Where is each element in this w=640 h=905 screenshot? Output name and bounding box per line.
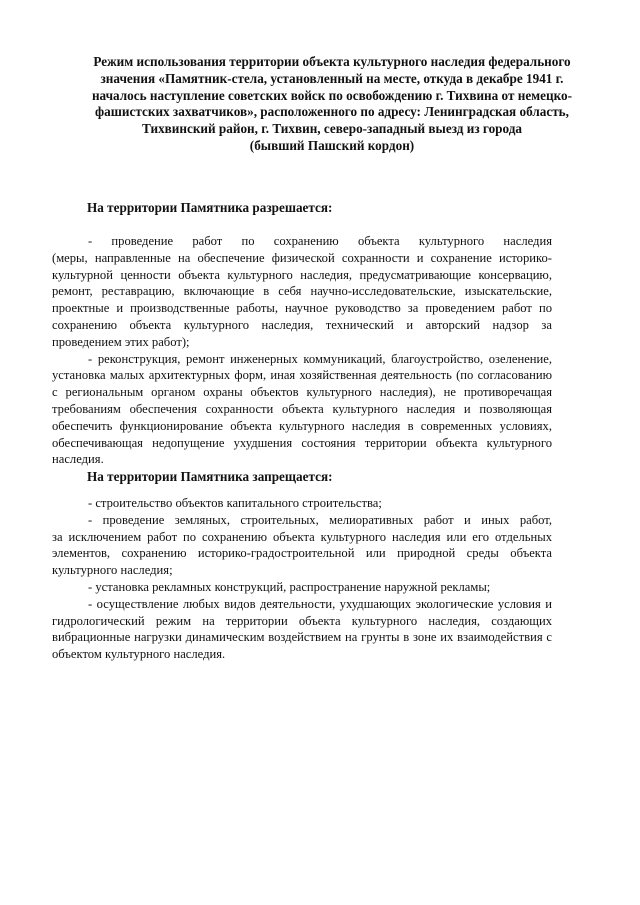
- text-line: - установка рекламных конструкций, распространение наружной рекламы;: [88, 579, 491, 594]
- text-line: с региональным органом охраны объектов культурного наследия), не противоречащая: [52, 385, 552, 400]
- title-line: значения «Памятник-стела, установленный на месте, откуда в декабре 1941 г.: [100, 70, 564, 86]
- allowed-item-conservation: [52, 233, 552, 351]
- text-line: за исключением работ по сохранению объекта культурного наследия или его отдельных: [52, 529, 552, 544]
- text-line: гидрологический режим на территории объекта культурного наследия, создающих: [52, 613, 552, 628]
- title-line: фашистских захватчиков», расположенного по адресу: Ленинградская область,: [95, 104, 569, 120]
- text-line: элементов, сохранению историко-градостроительной или природной среды объекта: [52, 546, 552, 561]
- text-line: - строительство объектов капитального строительства;: [88, 496, 382, 510]
- text-line: наследия.: [52, 452, 104, 467]
- text-line: - осуществление любых видов деятельности, ухудшающих экологические условия и: [88, 596, 552, 611]
- text-line: вибрационные нагрузки динамическим воздействием на грунты в зоне их взаимодействия с: [52, 630, 552, 645]
- text-line: - проведение земляных, строительных, мелиоративных работ и иных работ,: [88, 512, 552, 527]
- title-line: Режим использования территории объекта культурного наследия федерального: [93, 54, 571, 69]
- text-line: проектные и производственные работы, научное руководство за проведением работ по: [52, 301, 552, 316]
- forbidden-item-ecology: [52, 596, 552, 663]
- document-title: [72, 54, 592, 155]
- text-line: сохранению объекта культурного наследия, технический и авторский надзор за: [52, 317, 552, 332]
- forbidden-item-earthworks: [52, 512, 552, 579]
- title-line: началось наступление советских войск по освобождению г. Тихвина от немецко-: [91, 87, 573, 103]
- forbidden-section-heading: На территории Памятника запрещается:: [87, 469, 333, 484]
- text-line: обеспечивающая недопущение ухудшения состояния территории объекта культурного: [52, 435, 552, 450]
- text-line: проведением этих работ);: [52, 334, 190, 349]
- allowed-section-body: [52, 233, 552, 468]
- text-line: требованиям обеспечения сохранности объекта культурного наследия и позволяющая: [52, 401, 552, 416]
- forbidden-section-body: [52, 495, 552, 663]
- allowed-item-reconstruction: [52, 351, 552, 469]
- forbidden-item-capital-construction: [84, 495, 552, 512]
- forbidden-item-advertising: [84, 579, 552, 596]
- text-line: установка малых архитектурных форм, иная хозяйственная деятельность (по согласованию: [52, 368, 552, 383]
- text-line: ремонт, реставрацию, включающие в себя научно-исследовательские, изыскательские,: [52, 284, 552, 299]
- text-line: - реконструкция, ремонт инженерных коммуникаций, благоустройство, озеленение,: [88, 351, 552, 366]
- text-line: культурной ценности объекта культурного наследия, предусматривающие консервацию,: [52, 267, 552, 282]
- allowed-section-heading: На территории Памятника разрешается:: [87, 200, 333, 215]
- title-line: Тихвинский район, г. Тихвин, северо-западный выезд из города: [142, 121, 522, 137]
- title-line: (бывший Пашский кордон): [249, 137, 415, 153]
- text-line: (меры, направленные на обеспечение физической сохранности и сохранение историко-: [52, 250, 552, 265]
- text-line: обеспечить функционирование объекта культурного наследия в современных условиях,: [52, 418, 552, 433]
- text-line: культурного наследия;: [52, 563, 173, 578]
- text-line: - проведение работ по сохранению объекта культурного наследия: [88, 234, 552, 248]
- text-line: объектом культурного наследия.: [52, 647, 226, 662]
